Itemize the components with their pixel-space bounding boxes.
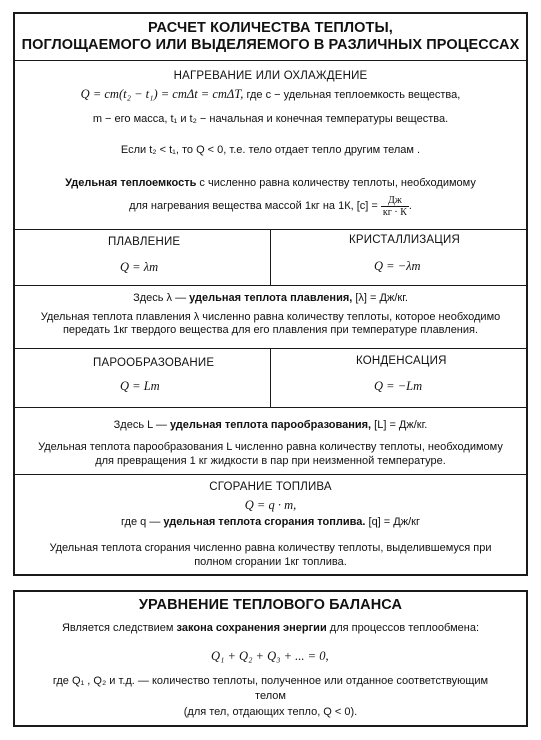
table-title-line1: РАСЧЕТ КОЛИЧЕСТВА ТЕПЛОТЫ,: [148, 20, 393, 36]
heating-line2: m − его масса, t₁ и t₂ − начальная и конечная температуры вещества.: [92, 113, 449, 125]
intro-prefix: Является следствием: [61, 622, 177, 634]
heating-line3: Если t₂ < t₁, то Q < 0, т.е. тело отдает тепло другим телам .: [120, 144, 421, 156]
combustion-note-unit: [q] = Дж/кг: [365, 516, 420, 528]
melting-note-unit: [λ] = Дж/кг.: [352, 292, 408, 304]
vaporization-note-unit: [L] = Дж/кг.: [371, 419, 428, 431]
heating-formula-line: [15, 88, 526, 102]
crystallization-formula: Q = −λm: [374, 259, 421, 273]
heat-balance-line3: (для тел, отдающих тепло, Q < 0).: [183, 706, 358, 718]
divider: [15, 60, 526, 61]
crystallization-heading: КРИСТАЛЛИЗАЦИЯ: [349, 234, 460, 246]
table-title-line2: ПОГЛОЩАЕМОГО ИЛИ ВЫДЕЛЯЕМОГО В РАЗЛИЧНЫХ ПРОЦЕССАХ: [21, 37, 520, 53]
melting-heading: ПЛАВЛЕНИЕ: [108, 236, 181, 248]
vaporization-heading: ПАРООБРАЗОВАНИЕ: [93, 357, 215, 369]
unit-numerator: Дж: [381, 195, 409, 207]
heat-balance-formula: Q₁ + Q₂ + Q₃ + ... = 0,: [211, 649, 329, 663]
unit-tail: .: [408, 200, 412, 212]
capacity-rest: c численно равна количеству теплоты, необходимому: [196, 177, 476, 189]
combustion-definition-line1: Удельная теплота сгорания численно равна количеству теплоты, выделившемуся при: [49, 542, 492, 554]
melting-formula: Q = λm: [120, 260, 159, 274]
vaporization-definition-line1: Удельная теплота парообразования L численно равна количеству теплоты, необходимому: [38, 441, 503, 453]
melting-definition-line2: передать 1кг твердого вещества для его плавления при температуре плавления.: [62, 324, 479, 336]
combustion-note: [15, 516, 526, 529]
combustion-formula: Q = q · m,: [244, 498, 297, 512]
capacity-term: Удельная теплоемкость: [65, 177, 197, 189]
divider: [15, 407, 526, 408]
condensation-heading: КОНДЕНСАЦИЯ: [356, 355, 447, 367]
vaporization-note-term: удельная теплота парообразования,: [169, 419, 372, 431]
intro-term: закона сохранения энергии: [176, 622, 327, 634]
vaporization-definition-line2: для превращения 1 кг жидкости в пар при неизменной температуре.: [95, 455, 446, 467]
capacity-unit-fraction: [381, 195, 409, 218]
heat-calculation-table: [13, 12, 528, 576]
heating-heading: НАГРЕВАНИЕ ИЛИ ОХЛАЖДЕНИЕ: [173, 70, 368, 82]
melting-note-prefix: Здесь λ —: [133, 292, 190, 304]
melting-note: [15, 292, 526, 305]
heating-formula-tail: где c − удельная теплоемкость вещества,: [243, 89, 461, 101]
column-divider: [270, 348, 271, 407]
combustion-note-term: удельная теплота сгорания топлива.: [163, 516, 366, 528]
intro-suffix: для процессов теплообмена:: [326, 622, 480, 634]
heating-formula: Q = cm(t₂ − t₁) = cmΔt = cmΔT,: [80, 87, 244, 101]
capacity-line2: для нагревания вещества массой 1кг на 1К, [c] =: [129, 200, 378, 212]
unit-denominator: кг · К: [382, 206, 407, 218]
column-divider: [270, 229, 271, 285]
combustion-note-prefix: где q —: [121, 516, 164, 528]
heat-balance-line2: телом: [255, 690, 286, 702]
heat-balance-line1: где Q₁ , Q₂ и т.д. — количество теплоты, полученное или отданное соответствующим: [52, 675, 489, 687]
combustion-definition-line2: полном сгорании 1кг топлива.: [194, 556, 347, 568]
melting-note-term: удельная теплота плавления,: [189, 292, 353, 304]
vaporization-note: [15, 419, 526, 432]
heat-balance-table: [13, 590, 528, 727]
heat-balance-intro: [15, 622, 526, 635]
capacity-definition-line1: [15, 177, 526, 190]
combustion-heading: СГОРАНИЕ ТОПЛИВА: [209, 481, 332, 493]
heat-balance-title: УРАВНЕНИЕ ТЕПЛОВОГО БАЛАНСА: [138, 597, 403, 613]
melting-definition-line1: Удельная теплота плавления λ численно равна количеству теплоты, которое необходимо: [40, 311, 501, 323]
condensation-formula: Q = −Lm: [374, 379, 423, 393]
divider: [15, 285, 526, 286]
vaporization-note-prefix: Здесь L —: [113, 419, 170, 431]
vaporization-formula: Q = Lm: [120, 379, 160, 393]
divider: [15, 474, 526, 475]
capacity-definition-line2: [15, 194, 526, 218]
